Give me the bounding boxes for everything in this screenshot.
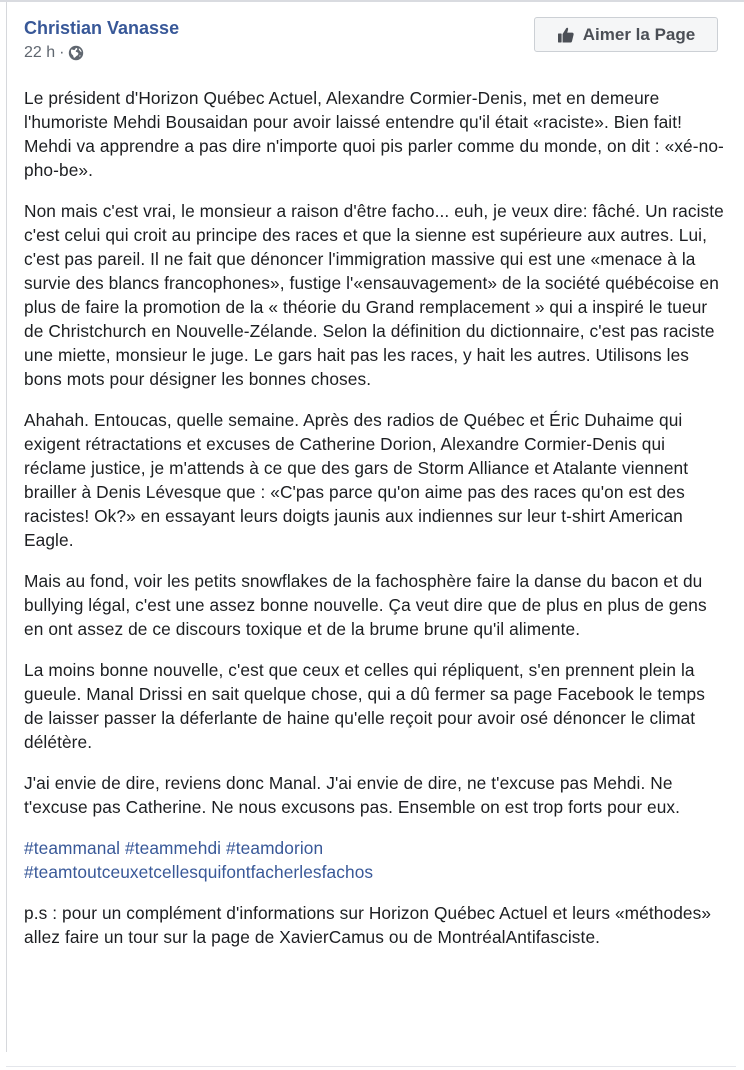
post-body (24, 86, 724, 949)
like-page-label: Aimer la Page (582, 24, 696, 44)
post-timestamp-link[interactable]: 22 h (24, 44, 56, 61)
hashtag-link[interactable]: #teammanal (24, 838, 121, 858)
thumbs-up-icon (557, 26, 575, 44)
like-page-button[interactable] (534, 17, 718, 52)
post-card (24, 16, 724, 966)
post-postscript: p.s : pour un complément d'informations sur Horizon Québec Actuel et leurs «méthodes» allez faire un tour sur la page de XavierCamus ou de MontréalAntifasciste. (24, 903, 712, 947)
left-border (6, 2, 7, 1052)
hashtag-list (24, 836, 724, 884)
post-paragraph: Le président d'Horizon Québec Actuel, Alexandre Cormier-Denis, met en demeure l'humoriste Mehdi Bousaidan pour avoir laissé entendre qu'il était «raciste». Bien fait! Mehdi va apprendre a pas dire n'importe quoi pis parler comme du monde, on dit : «xé-no-pho-be». (24, 88, 724, 180)
meta-separator: · (59, 44, 65, 61)
hashtag-link[interactable]: #teammehdi (125, 838, 222, 858)
post-header (24, 16, 724, 76)
post-paragraph: Ahahah. Entoucas, quelle semaine. Après des radios de Québec et Éric Duhaime qui exigent rétractations et excuses de Catherine Dorion, Alexandre Cormier-Denis qui réclame justice, je m'attends à ce que des gars de Storm Alliance et Atalante viennent brailler à Denis Lévesque que : «C'pas parce qu'on aime pas des races qu'on est des racistes! Ok?» en essayant leurs doigts jaunis aux indiennes sur leur t-shirt American Eagle. (24, 410, 689, 550)
author-name-link[interactable]: Christian Vanasse (24, 18, 180, 38)
post-paragraph: Mais au fond, voir les petits snowflakes de la fachosphère faire la danse du bacon et du bullying légal, c'est une assez bonne nouvelle. Ça veut dire que de plus en plus de gens en ont assez de ce discours toxique et de la brume brune qu'il alimente. (24, 571, 707, 639)
top-divider (0, 0, 744, 2)
hashtag-link[interactable]: #teamdorion (226, 838, 324, 858)
post-meta (24, 42, 84, 64)
hashtag-link[interactable]: #teamtoutceuxetcellesquifontfacherlesfachos (24, 862, 374, 882)
post-paragraph: Non mais c'est vrai, le monsieur a raison d'être facho... euh, je veux dire: fâché. Un raciste c'est celui qui croit au principe des races et que la sienne est supérieure aux autres. Lui, c'est pas pareil. Il ne fait que dénoncer l'immigration massive qui est une «menace à la survie des blancs francophones», fustige l'«ensauvagement» de la société québécoise en plus de faire la promotion de la « théorie du Grand remplacement » qui a inspiré le tueur de Christchurch en Nouvelle-Zélande. Selon la définition du dictionnaire, c'est pas raciste une miette, monsieur le juge. Le gars hait pas les races, y hait les autres. Utilisons les bons mots pour désigner les bonnes choses. (24, 201, 724, 389)
post-paragraph: J'ai envie de dire, reviens donc Manal. J'ai envie de dire, ne t'excuse pas Mehdi. Ne t'excuse pas Catherine. Ne nous excusons pas. Ensemble on est trop forts pour eux. (24, 773, 681, 817)
globe-icon[interactable] (68, 45, 84, 61)
post-paragraph: La moins bonne nouvelle, c'est que ceux et celles qui répliquent, s'en prennent plein la gueule. Manal Drissi en sait quelque chose, qui a dû fermer sa page Facebook le temps de laisser passer la déferlante de haine qu'elle reçoit pour avoir osé dénoncer le climat délétère. (24, 660, 705, 752)
bottom-divider (6, 1066, 736, 1067)
